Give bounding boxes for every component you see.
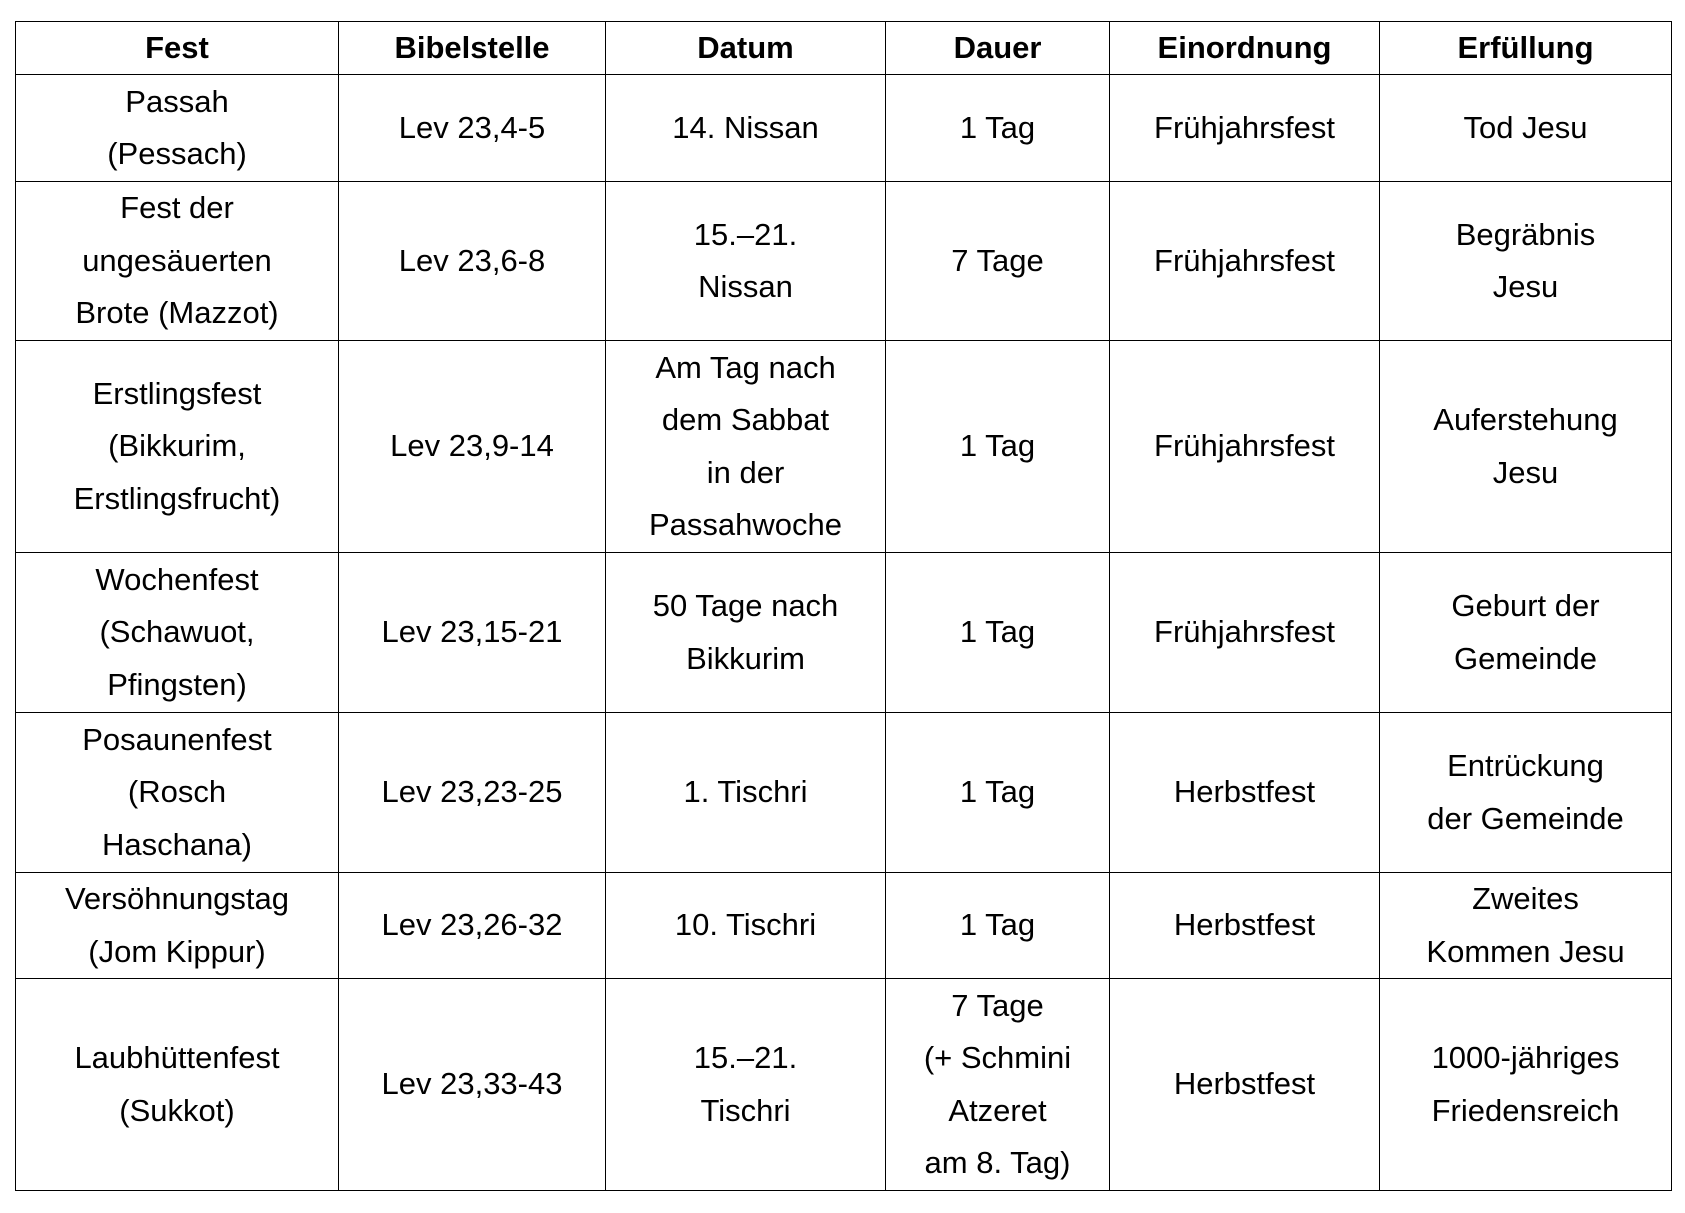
cell-datum: 50 Tage nach Bikkurim bbox=[606, 553, 886, 713]
cell-datum: 15.–21. Nissan bbox=[606, 182, 886, 341]
cell-erfuellung: Zweites Kommen Jesu bbox=[1380, 873, 1672, 979]
cell-fest: Fest der ungesäuerten Brote (Mazzot) bbox=[16, 182, 339, 341]
table-row bbox=[16, 182, 1672, 341]
cell-bibelstelle: Lev 23,33-43 bbox=[339, 979, 606, 1191]
header-dauer: Dauer bbox=[886, 22, 1110, 75]
cell-fest: Versöhnungstag (Jom Kippur) bbox=[16, 873, 339, 979]
cell-datum: 1. Tischri bbox=[606, 713, 886, 873]
cell-dauer: 1 Tag bbox=[886, 713, 1110, 873]
cell-fest: Wochenfest (Schawuot, Pfingsten) bbox=[16, 553, 339, 713]
header-datum: Datum bbox=[606, 22, 886, 75]
cell-fest: Laubhüttenfest (Sukkot) bbox=[16, 979, 339, 1191]
cell-dauer: 7 Tage (+ Schmini Atzeret am 8. Tag) bbox=[886, 979, 1110, 1191]
header-row bbox=[16, 22, 1672, 75]
cell-dauer: 1 Tag bbox=[886, 873, 1110, 979]
cell-dauer: 1 Tag bbox=[886, 341, 1110, 553]
cell-erfuellung: Begräbnis Jesu bbox=[1380, 182, 1672, 341]
cell-bibelstelle: Lev 23,4-5 bbox=[339, 75, 606, 182]
cell-einordnung: Herbstfest bbox=[1110, 979, 1380, 1191]
cell-einordnung: Frühjahrsfest bbox=[1110, 341, 1380, 553]
table-row bbox=[16, 75, 1672, 182]
cell-einordnung: Frühjahrsfest bbox=[1110, 182, 1380, 341]
cell-einordnung: Herbstfest bbox=[1110, 713, 1380, 873]
cell-bibelstelle: Lev 23,9-14 bbox=[339, 341, 606, 553]
table-row bbox=[16, 713, 1672, 873]
cell-dauer: 7 Tage bbox=[886, 182, 1110, 341]
cell-fest: Posaunenfest (Rosch Haschana) bbox=[16, 713, 339, 873]
cell-einordnung: Frühjahrsfest bbox=[1110, 553, 1380, 713]
cell-erfuellung: 1000-jähriges Friedensreich bbox=[1380, 979, 1672, 1191]
feasts-table bbox=[15, 21, 1672, 1191]
cell-erfuellung: Geburt der Gemeinde bbox=[1380, 553, 1672, 713]
cell-fest: Erstlingsfest (Bikkurim, Erstlingsfrucht) bbox=[16, 341, 339, 553]
table-row bbox=[16, 341, 1672, 553]
table-row bbox=[16, 979, 1672, 1191]
cell-dauer: 1 Tag bbox=[886, 75, 1110, 182]
header-einordnung: Einordnung bbox=[1110, 22, 1380, 75]
cell-bibelstelle: Lev 23,15-21 bbox=[339, 553, 606, 713]
cell-erfuellung: Auferstehung Jesu bbox=[1380, 341, 1672, 553]
cell-datum: 10. Tischri bbox=[606, 873, 886, 979]
cell-bibelstelle: Lev 23,23-25 bbox=[339, 713, 606, 873]
cell-bibelstelle: Lev 23,6-8 bbox=[339, 182, 606, 341]
table-row bbox=[16, 873, 1672, 979]
cell-bibelstelle: Lev 23,26-32 bbox=[339, 873, 606, 979]
cell-erfuellung: Entrückung der Gemeinde bbox=[1380, 713, 1672, 873]
cell-datum: 15.–21. Tischri bbox=[606, 979, 886, 1191]
header-bibelstelle: Bibelstelle bbox=[339, 22, 606, 75]
cell-datum: 14. Nissan bbox=[606, 75, 886, 182]
cell-fest: Passah (Pessach) bbox=[16, 75, 339, 182]
cell-dauer: 1 Tag bbox=[886, 553, 1110, 713]
cell-datum: Am Tag nach dem Sabbat in der Passahwoche bbox=[606, 341, 886, 553]
table-row bbox=[16, 553, 1672, 713]
cell-einordnung: Herbstfest bbox=[1110, 873, 1380, 979]
header-erfuellung: Erfüllung bbox=[1380, 22, 1672, 75]
header-fest: Fest bbox=[16, 22, 339, 75]
cell-einordnung: Frühjahrsfest bbox=[1110, 75, 1380, 182]
cell-erfuellung: Tod Jesu bbox=[1380, 75, 1672, 182]
